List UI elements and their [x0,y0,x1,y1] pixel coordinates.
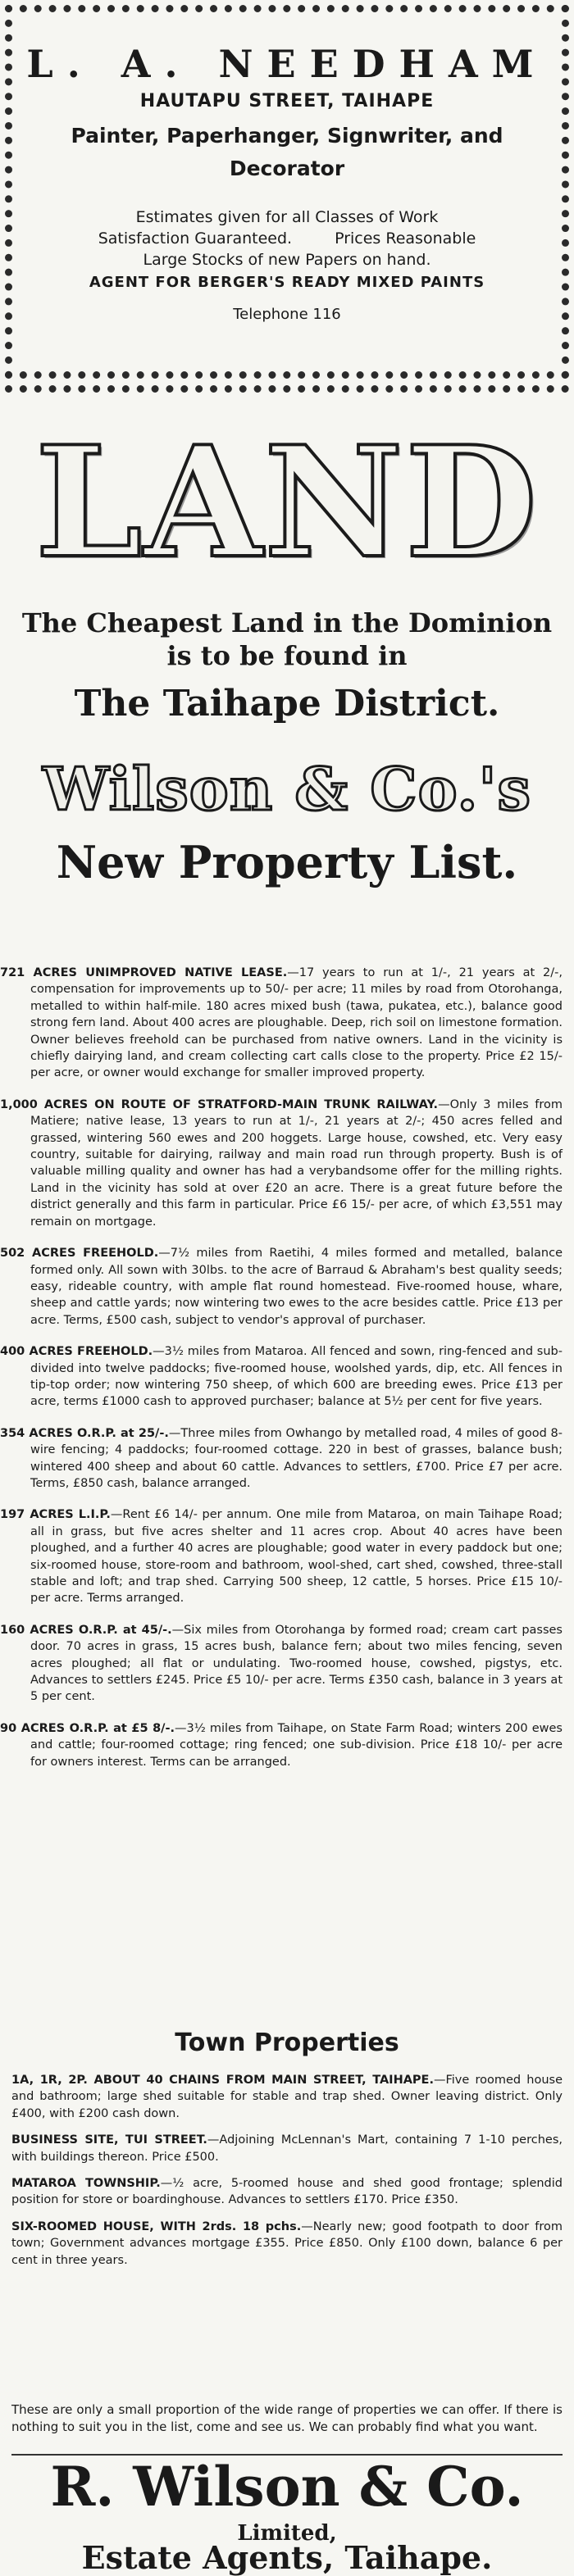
prices-text: Prices Reasonable [335,229,476,248]
listing-body: —Six miles from Otorohanga by formed road; cream cart passes door. 70 acres in grass, 15 acres bush, balance fern; about two miles fencing, seven acres ploughed; all flat or undulating. Two-roomed house, cowshed, pigstys, etc. Advances to settlers £245. Price £5 10/- per acre. Terms £350 cash, balance in 3 years at 5 per cent. [30,1623,563,1704]
cheapest-land-subhead [0,607,574,672]
listing-heading: 400 ACRES FREEHOLD. [0,1345,153,1359]
listing-item [0,1425,563,1492]
listing-item [0,1506,563,1606]
listing-body: —Only 3 miles from Matiere; native lease, 13 years to run at 1/-, 21 years at 2/-; 450 acres felled and grassed, wintering 560 ewes and 200 hoggets. Large house, cowshed, etc. Very easy country, suitable for dairying, railway and main road run through property. Bush is of valuable milling quality and owner has had a verybandsome offer for the milling rights. Land in the vicinity has sold at over £20 an acre. There is a great future before the district generally and this farm in particular. Price £6 15/- per acre, of which £3,551 may remain on mortgage. [30,1097,563,1229]
town-item-body: —½ acre, 5-roomed house and shed good frontage; splendid position for store or boardinghouse. Advances to settlers £170. Price £350. [11,2177,563,2207]
listing-body: —7½ miles from Raetihi, 4 miles formed and metalled, balance formed only. All sown with 30lbs. to the acre of Barraud & Abraham's best quality seeds; easy, rideable country, with ample flat round homestead. Five-roomed house, whare, sheep and cattle yards; now wintering two ewes to the acre besides cattle. Price £13 per acre. Terms, £500 cash, subject to vendor's approval of purchaser. [30,1247,563,1327]
listing-heading: 160 ACRES O.R.P. at 45/-. [0,1623,172,1637]
listing-body: —17 years to run at 1/-, 21 years at 2/-, compensation for improvements up to 50/- per acre; 11 miles by road from Otorohanga, metalled to within half-mile. 180 acres mixed bush (tawa, pukatea, etc.), balance good strong fern land. About 400 acres are ploughable. Deep, rich soil on limestone formation. Owner believes freehold can be purchased from native owners. Land in the vicinity is chiefly dairying land, and cream collecting cart calls close to the property. Price £2 15/- per acre, or owner would exchange for smaller improved property. [30,966,563,1080]
town-item [11,2072,563,2122]
estimates-line-3: Large Stocks of new Papers on hand. [143,251,431,269]
footer-agents: Estate Agents, Taihape. [81,2539,493,2576]
advertiser-trades [22,120,552,185]
advertiser-street: HAUTAPU STREET, TAIHAPE [139,91,435,111]
town-item [11,2219,563,2269]
telephone-number: Telephone 116 [233,306,341,323]
diamond-border-divider [5,385,569,402]
firm-heading: Wilson & Co.'s [42,754,532,824]
land-headline: LAND [34,412,540,592]
listing-item [0,1343,563,1411]
listing-body: —3½ miles from Taihape, on State Farm Road; winters 200 ewes and cattle; four-roomed cottage; ring fenced; one sub-division. Price £18 10/- per acre for owners interest. Terms can be arranged. [30,1721,563,1769]
footer-limited: Limited, [237,2521,337,2546]
trades-line-1: Painter, Paperhanger, Signwriter, and [71,124,503,148]
listing-item [0,1097,563,1230]
town-properties-heading: Town Properties [175,2029,399,2057]
listing-heading: 90 ACRES O.R.P. at £5 8/-. [0,1721,175,1735]
town-item-body: —Adjoining McLennan's Mart, containing 7 1-10 perches, with buildings thereon. Price £500. [11,2133,563,2164]
listing-item [0,1720,563,1770]
town-item-heading: SIX-ROOMED HOUSE, WITH 2rds. 18 pchs. [11,2219,302,2233]
listing-body: —Rent £6 14/- per annum. One mile from Mataroa, on main Taihape Road; all in grass, but five acres shelter and 11 acres crop. About 40 acres have been ploughed, and a further 40 acres are ploughable; good water in every paddock but one; six-roomed house, store-room and bathroom, wool-shed, cart shed, cowshed, three-stall stable and loft; and trap shed. Carrying 500 sheep, 12 cattle, 5 horses. Price £15 10/- per acre. Terms arranged. [30,1508,563,1606]
listing-item [0,1622,563,1706]
listing-heading: 1,000 ACRES ON ROUTE OF STRATFORD-MAIN TRUNK RAILWAY. [0,1097,439,1111]
listing-heading: 502 ACRES FREEHOLD. [0,1247,159,1261]
listing-heading: 197 ACRES L.I.P. [0,1508,111,1522]
town-item-heading: 1A, 1R, 2P. ABOUT 40 CHAINS FROM MAIN STREET, TAIHAPE. [11,2074,434,2087]
estimates-line-2 [22,228,552,249]
listing-body: —Three miles from Owhango by metalled road, 4 miles of good 8-wire fencing; 4 paddocks; four-roomed cottage. 220 in best of grasses, balance bush; wintered 400 sheep and about 60 cattle. Advances to settlers, £700. Price £7 per acre. Terms, £850 cash, balance arranged. [30,1426,563,1490]
town-item-body: —Nearly new; good footpath to door from town; Government advances mortgage £355. Price £850. Only £100 down, balance 6 per cent in three years. [11,2219,563,2267]
town-item-heading: MATAROA TOWNSHIP. [11,2177,161,2191]
property-listings [0,965,574,1785]
listing-heading: 721 ACRES UNIMPROVED NATIVE LEASE. [0,966,288,979]
listing-body: —3½ miles from Mataroa. All fenced and sown, ring-fenced and sub-divided into twelve paddocks; five-roomed house, woolshed yards, dip, etc. All fences in tip-top order; now wintering 750 sheep, of which 600 are breeding ewes. Price £13 per acre, terms £1000 cash to approved purchaser; balance at 5½ per cent for five years. [30,1345,563,1409]
closing-note: These are only a small proportion of the wide range of properties we can offer. If there is nothing to suit you in the list, come and see us. We can probably find what you want. [11,2402,563,2434]
town-item-heading: BUSINESS SITE, TUI STREET. [11,2133,207,2147]
trades-line-2: Decorator [229,157,345,180]
listing-item [0,965,563,1082]
needham-advert [5,5,569,379]
listing-heading: 354 ACRES O.R.P. at 25/-. [0,1426,169,1440]
agent-line: AGENT FOR BERGER'S READY MIXED PAINTS [89,274,485,291]
cheapest-line-2: is to be found in [166,640,408,671]
property-list-title: New Property List. [56,836,518,888]
district-heading: The Taihape District. [74,683,500,725]
town-item-body: —Five roomed house and bathroom; large shed suitable for stable and trap shed. Owner leaving district. Only £400, with £200 cash down. [11,2074,563,2120]
advertiser-name: L. A. NEEDHAM [26,42,548,86]
cheapest-line-1: The Cheapest Land in the Dominion [21,607,553,638]
listing-item [0,1245,563,1329]
town-item [11,2132,563,2165]
town-properties [0,2072,574,2278]
advertiser-estimates [22,207,552,270]
satisfaction-text: Satisfaction Guaranteed. [98,229,293,248]
estimates-line-1: Estimates given for all Classes of Work [135,208,439,226]
footer-firm-name: R. Wilson & Co. [50,2455,524,2519]
town-item [11,2175,563,2209]
